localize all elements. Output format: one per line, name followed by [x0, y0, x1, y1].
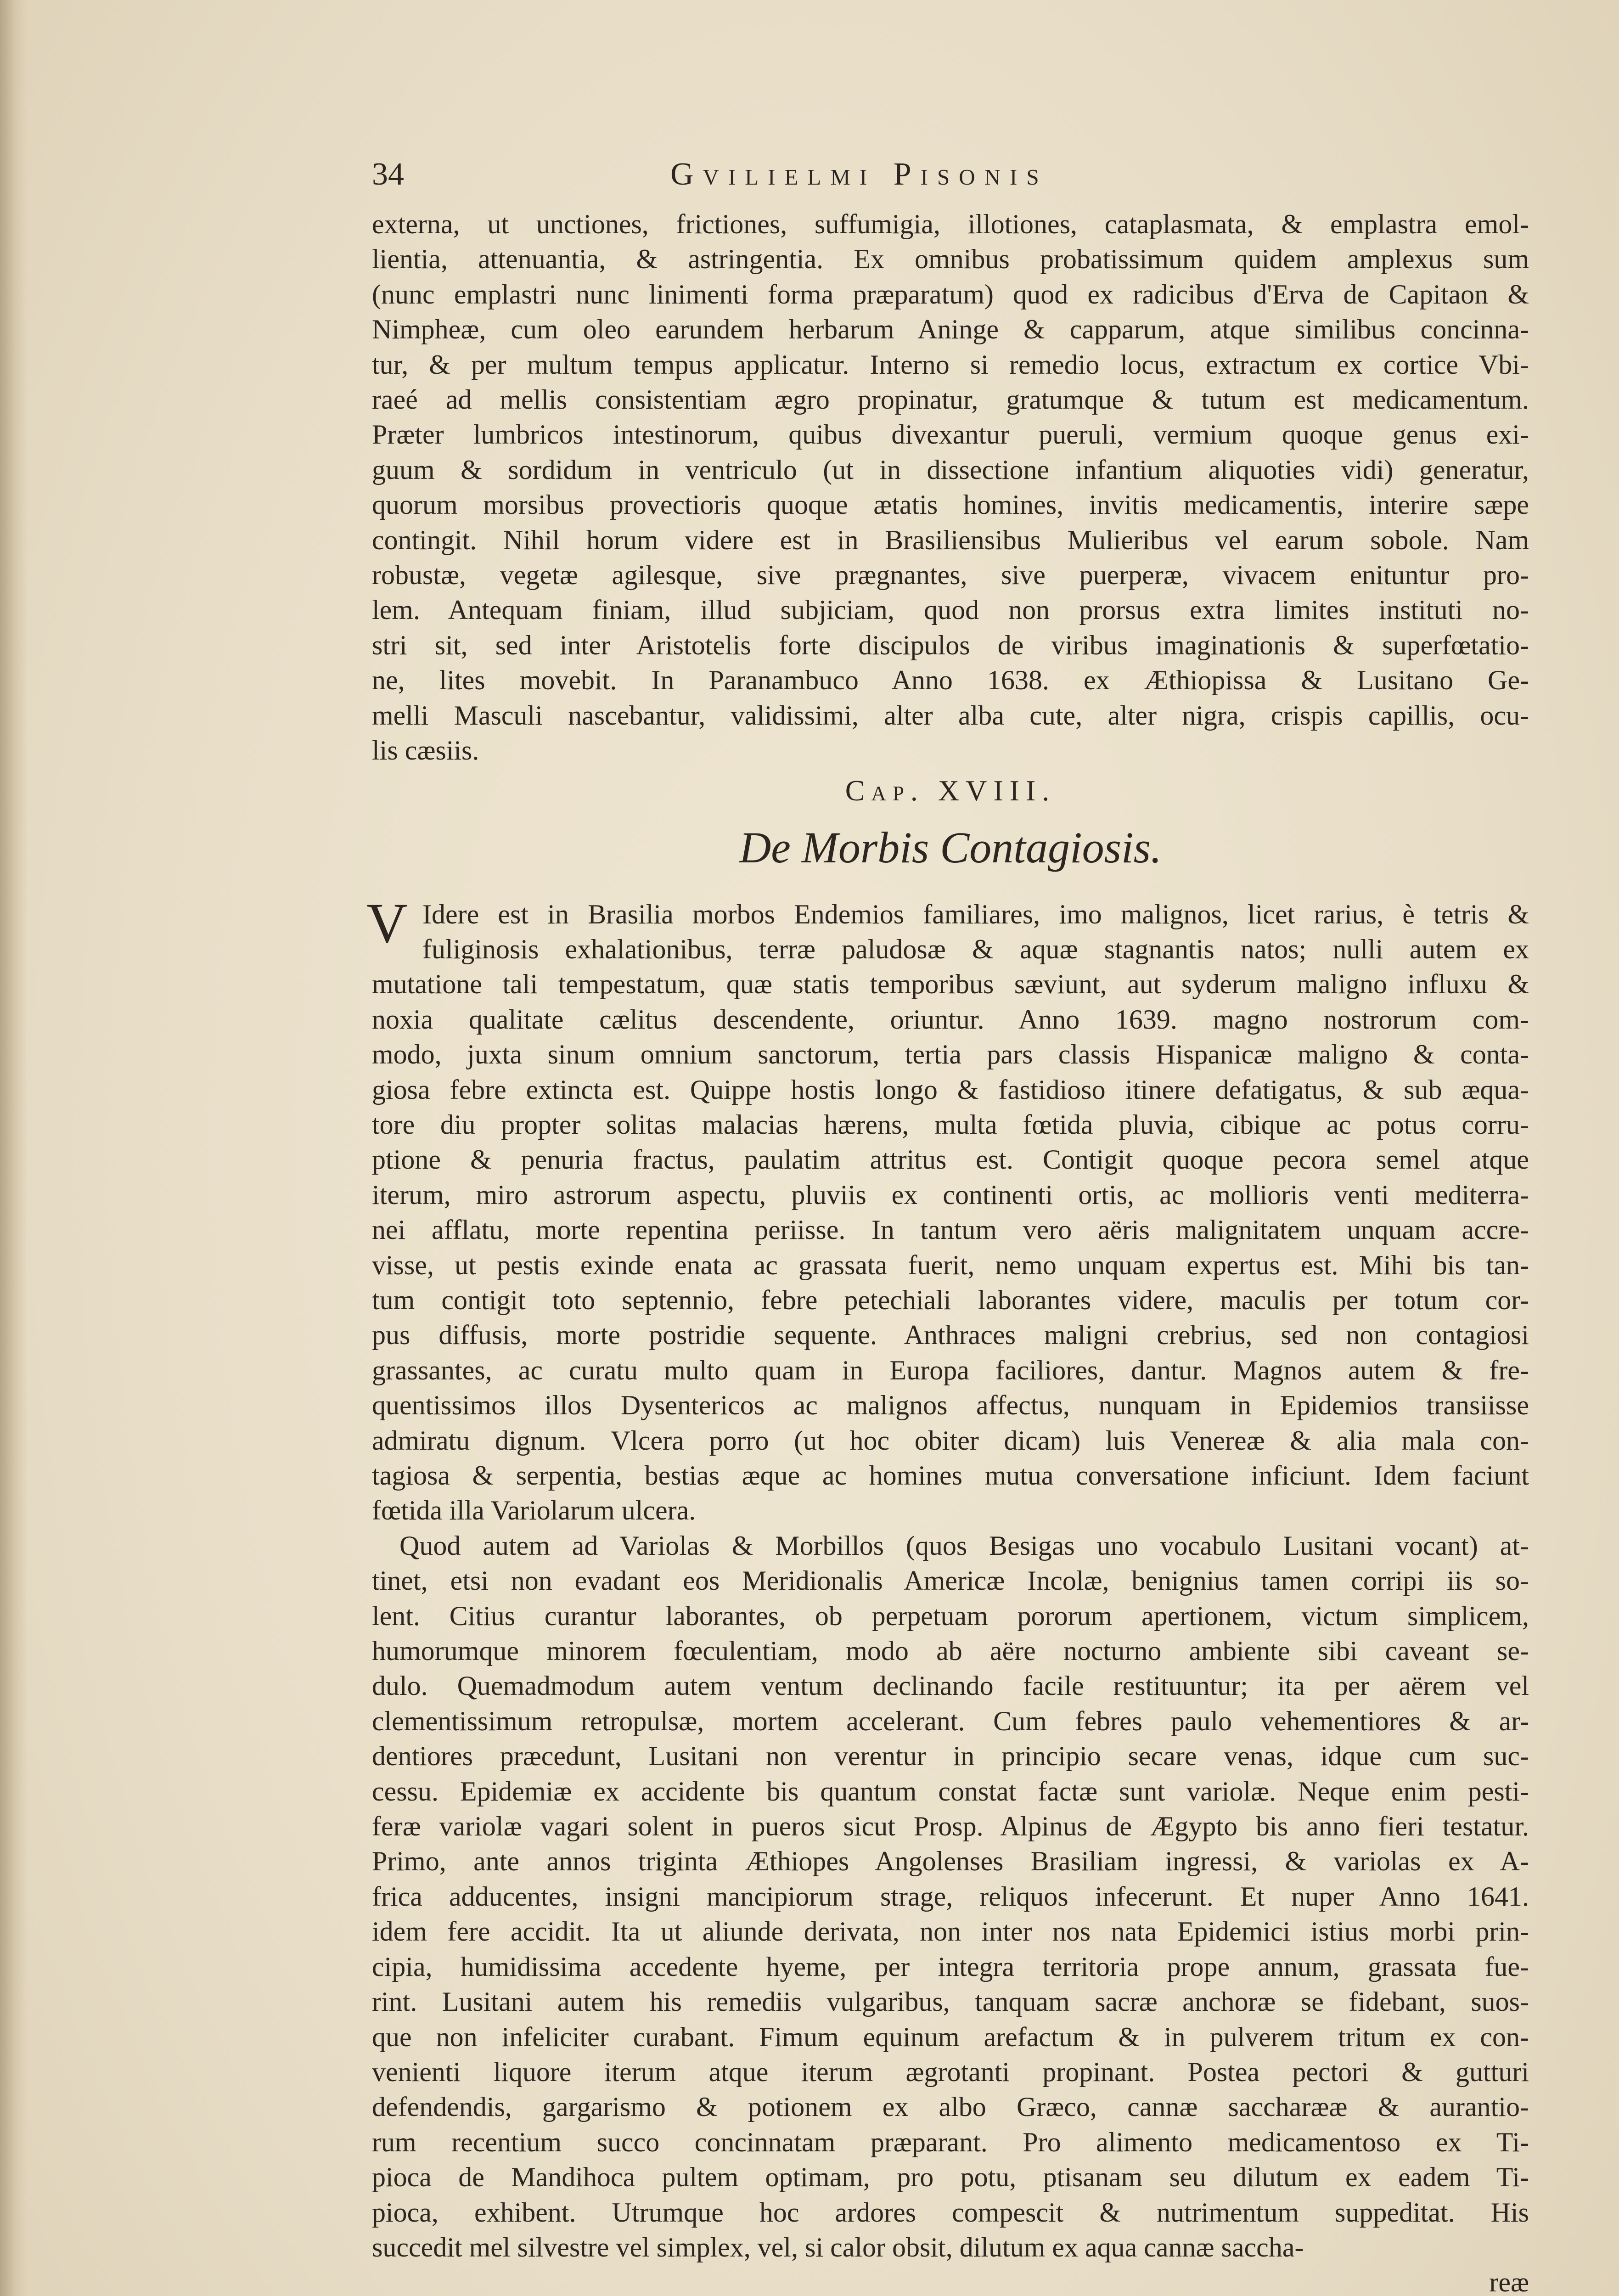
paragraph-continued: [372, 207, 1529, 768]
page-number: 34: [372, 157, 404, 192]
text-line: feræ variolæ vagari solent in pueros sicut Prosp. Alpinus de Ægypto bis anno fieri testatur.: [372, 1811, 1529, 1842]
text-line: guum & sordidum in ventriculo (ut in dissectione infantium aliquoties vidi) generatur,: [372, 454, 1529, 485]
binding-gutter: [0, 0, 28, 2296]
text-line: Nimpheæ, cum oleo earundem herbarum Aninge & capparum, atque similibus concinna-: [372, 314, 1529, 345]
text-line: lis cæsiis.: [372, 735, 479, 766]
text-line: ne, lites movebit. In Paranambuco Anno 1638. ex Æthiopissa & Lusitano Ge-: [372, 665, 1529, 696]
text-line: Primo, ante annos triginta Æthiopes Angolenses Brasiliam ingressi, & variolas ex A-: [372, 1846, 1529, 1877]
text-line: lem. Antequam finiam, illud subjiciam, quod non prorsus extra limites instituti no-: [372, 595, 1529, 625]
running-head-title: Gvilielmi Pisonis: [670, 157, 1048, 192]
text-line: Quod autem ad Variolas & Morbillos (quos Besigas uno vocabulo Lusitani vocant) at-: [399, 1530, 1529, 1561]
running-head: [372, 147, 1529, 207]
text-line: tore diu propter solitas malacias hærens, multa fœtida pluvia, cibique ac potus corru-: [372, 1109, 1529, 1140]
text-line: succedit mel silvestre vel simplex, vel, si calor obsit, dilutum ex aqua cannæ saccha-: [372, 2232, 1304, 2262]
text-line: pioca, exhibent. Utrumque hoc ardores compescit & nutrimentum suppeditat. His: [372, 2197, 1529, 2228]
text-line: frica adducentes, insigni mancipiorum strage, reliquos infecerunt. Et nuper Anno 1641.: [372, 1881, 1529, 1912]
text-line: mutatione tali tempestatum, quæ statis temporibus sæviunt, aut syderum maligno influxu &: [372, 969, 1529, 1000]
text-line: lent. Citius curantur laborantes, ob perpetuam pororum apertionem, victum simplicem,: [372, 1600, 1529, 1631]
text-line: defendendis, gargarismo & potionem ex albo Græco, cannæ saccharææ & aurantio-: [372, 2092, 1529, 2122]
text-line: robustæ, vegetæ agilesque, sive prægnantes, sive puerperæ, vivacem enituntur pro-: [372, 560, 1529, 591]
text-line: clementissimum retropulsæ, mortem accelerant. Cum febres paulo vehementiores & ar-: [372, 1705, 1529, 1736]
text-line: grassantes, ac curatu multo quam in Europa faciliores, dantur. Magnos autem & fre-: [372, 1355, 1529, 1385]
text-line: ptione & penuria fractus, paulatim attritus est. Contigit quoque pecora semel atque: [372, 1144, 1529, 1175]
text-line: admiratu dignum. Vlcera porro (ut hoc obiter dicam) luis Venereæ & alia mala con-: [372, 1425, 1529, 1456]
text-line: rum recentium succo concinnatam præparant. Pro alimento medicamentoso ex Ti-: [372, 2127, 1529, 2157]
text-line: quorum morsibus provectioris quoque ætatis homines, invitis medicamentis, interire sæpe: [372, 490, 1529, 520]
text-line: (nunc emplastri nunc linimenti forma præparatum) quod ex radicibus d'Erva de Capitaon &: [372, 279, 1529, 310]
text-line: quentissimos illos Dysentericos ac malignos affectus, nunquam in Epidemios transiisse: [372, 1390, 1529, 1421]
text-line: noxia qualitate cælitus descendente, oriuntur. Anno 1639. magno nostrorum com-: [372, 1004, 1529, 1035]
text-line: stri sit, sed inter Aristotelis forte discipulos de viribus imaginationis & superfœtatio-: [372, 630, 1529, 660]
text-line: pioca de Mandihoca pultem optimam, pro potu, ptisanam seu dilutum ex eadem Ti-: [372, 2162, 1529, 2193]
text-line: Idere est in Brasilia morbos Endemios familiares, imo malignos, licet rarius, è tetris &: [422, 899, 1529, 929]
text-line: tur, & per multum tempus applicatur. Interno si remedio locus, extractum ex cortice Vbi-: [372, 349, 1529, 380]
text-line: nei afflatu, morte repentina periisse. In tantum vero aëris malignitatem unquam accre-: [372, 1215, 1529, 1245]
chapter-first-paragraph: [366, 891, 1529, 1528]
text-line: modo, juxta sinum omnium sanctorum, tertia pars classis Hispanicæ maligno & conta-: [372, 1039, 1529, 1070]
text-line: pus diffusis, morte postridie sequente. Anthraces maligni crebrius, sed non contagiosi: [372, 1320, 1529, 1351]
text-line: fœtida illa Variolarum ulcera.: [372, 1495, 696, 1526]
text-line: idem fere accidit. Ita ut aliunde derivata, non inter nos nata Epidemici istius morbi prin-: [372, 1916, 1529, 1947]
text-block: [366, 147, 1529, 2296]
text-line: cessu. Epidemiæ ex accidente bis quantum constat factæ sunt variolæ. Neque enim pesti-: [372, 1776, 1529, 1806]
paragraph-variolae: [372, 1528, 1529, 2265]
text-line: tum contigit toto septennio, febre petechiali laborantes videre, maculis per totum cor-: [372, 1284, 1529, 1315]
text-line: fuliginosis exhalationibus, terræ paludosæ & aquæ stagnantis natos; nulli autem ex: [422, 934, 1529, 964]
text-line: dulo. Quemadmodum autem ventum declinando facile restituuntur; ita per aërem vel: [372, 1671, 1529, 1701]
text-line: dentiores præcedunt, Lusitani non verentur in principio secare venas, idque cum suc-: [372, 1741, 1529, 1772]
chapter-number: Cap. XVIII.: [845, 774, 1056, 807]
text-line: visse, ut pestis exinde enata ac grassata fuerit, nemo unquam expertus est. Mihi bis tan-: [372, 1249, 1529, 1280]
chapter-title: De Morbis Contagiosis.: [739, 822, 1162, 872]
text-line: giosa febre extincta est. Quippe hostis longo & fastidioso itinere defatigatus, & sub æqua-: [372, 1074, 1529, 1105]
text-line: contingit. Nihil horum videre est in Brasiliensibus Mulieribus vel earum sobole. Nam: [372, 524, 1529, 555]
drop-cap: V: [366, 891, 408, 955]
text-line: iterum, miro astrorum aspectu, pluviis ex continenti ortis, ac mollioris venti mediterra-: [372, 1179, 1529, 1210]
text-line: tagiosa & serpentia, bestias æque ac homines mutua conversatione inficiunt. Idem faciunt: [372, 1460, 1529, 1491]
text-line: que non infeliciter curabant. Fimum equinum arefactum & in pulverem tritum ex con-: [372, 2021, 1529, 2052]
text-line: humorumque minorem fœculentiam, modo ab aëre nocturno ambiente sibi caveant se-: [372, 1636, 1529, 1666]
catchword: reæ: [1489, 2267, 1529, 2296]
text-line: venienti liquore iterum atque iterum ægrotanti propinant. Postea pectori & gutturi: [372, 2056, 1529, 2087]
text-line: lientia, attenuantia, & astringentia. Ex omnibus probatissimum quidem amplexus sum: [372, 244, 1529, 275]
text-line: Præter lumbricos intestinorum, quibus divexantur pueruli, vermium quoque genus exi-: [372, 419, 1529, 450]
text-line: externa, ut unctiones, frictiones, suffumigia, illotiones, cataplasmata, & emplastra emol-: [372, 209, 1529, 239]
text-line: rint. Lusitani autem his remediis vulgaribus, tanquam sacræ anchoræ se fidebant, suos-: [372, 1986, 1529, 2017]
text-line: raeé ad mellis consistentiam ægro propinatur, gratumque & tutum est medicamentum.: [372, 384, 1529, 415]
text-line: melli Masculi nascebantur, validissimi, alter alba cute, alter nigra, crispis capillis, ocu-: [372, 700, 1529, 731]
text-line: cipia, humidissima accedente hyeme, per integra territoria prope annum, grassata fue-: [372, 1951, 1529, 1982]
text-line: tinet, etsi non evadant eos Meridionalis Americæ Incolæ, benignius tamen corripi iis so-: [372, 1565, 1529, 1596]
